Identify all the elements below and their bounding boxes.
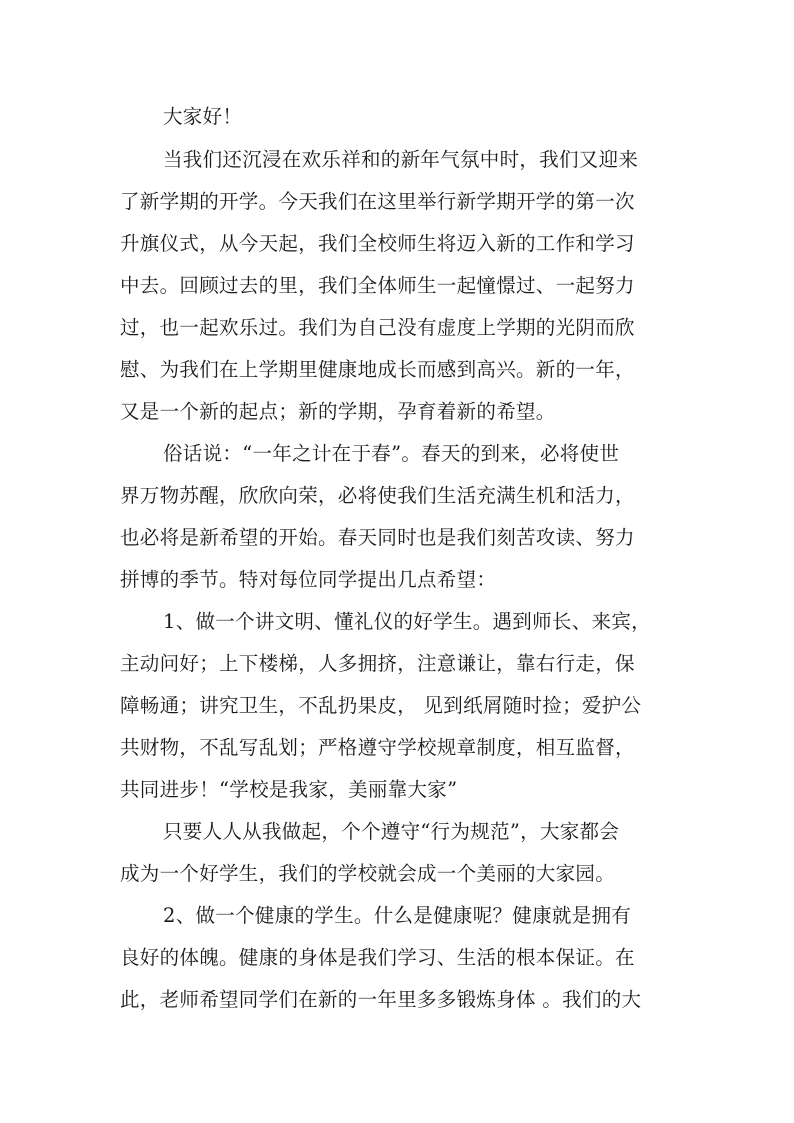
paragraph-line: 成为一个好学生，我们的学校就会成一个美丽的大家园。 xyxy=(120,862,616,885)
paragraph-line: 只要人人从我做起，个个遵守“行为规范”，大家都会 xyxy=(163,820,620,843)
paragraph-line: 共同进步！“学校是我家，美丽靠大家” xyxy=(120,778,458,801)
paragraph-line: 中去。回顾过去的里，我们全体师生一起憧憬过、一起努力 xyxy=(120,274,635,297)
paragraph-line: 障畅通；讲究卫生，不乱扔果皮， 见到纸屑随时捡；爱护公 xyxy=(120,694,642,717)
paragraph-line: 过，也一起欢乐过。我们为自己没有虚度上学期的光阴而欣 xyxy=(120,316,635,339)
paragraph-line: 也必将是新希望的开始。春天同时也是我们刻苦攻读、努力 xyxy=(120,526,635,549)
paragraph-line: 了新学期的开学。今天我们在这里举行新学期开学的第一次 xyxy=(120,190,635,213)
paragraph-line: 主动问好；上下楼梯，人多拥挤，注意谦让，靠右行走，保 xyxy=(120,652,635,675)
paragraph-line: 1、做一个讲文明、懂礼仪的好学生。遇到师长、来宾， xyxy=(163,610,651,633)
paragraph-line: 共财物，不乱写乱划；严格遵守学校规章制度，相互监督， xyxy=(120,736,635,759)
paragraph-line: 又是一个新的起点；新的学期，孕育着新的希望。 xyxy=(120,400,556,423)
paragraph-line: 此，老师希望同学们在新的一年里多多锻炼身体 。我们的大 xyxy=(120,988,642,1011)
greeting-line: 大家好！ xyxy=(163,105,243,128)
paragraph-line: 2、做一个健康的学生。什么是健康呢？健康就是拥有 xyxy=(163,904,632,927)
paragraph-line: 界万物苏醒，欣欣向荣，必将使我们生活充满生机和活力， xyxy=(120,484,635,507)
paragraph-line: 当我们还沉浸在欢乐祥和的新年气氛中时，我们又迎来 xyxy=(163,148,639,171)
paragraph-line: 拼博的季节。特对每位同学提出几点希望： xyxy=(120,568,497,591)
paragraph-line: 良好的体魄。健康的身体是我们学习、生活的根本保证。在 xyxy=(120,946,635,969)
paragraph-line: 升旗仪式，从今天起，我们全校师生将迈入新的工作和学习 xyxy=(120,232,635,255)
paragraph-line: 慰、为我们在上学期里健康地成长而感到高兴。新的一年， xyxy=(120,358,635,381)
paragraph-line: 俗话说：“一年之计在于春”。春天的到来，必将使世 xyxy=(163,442,620,465)
